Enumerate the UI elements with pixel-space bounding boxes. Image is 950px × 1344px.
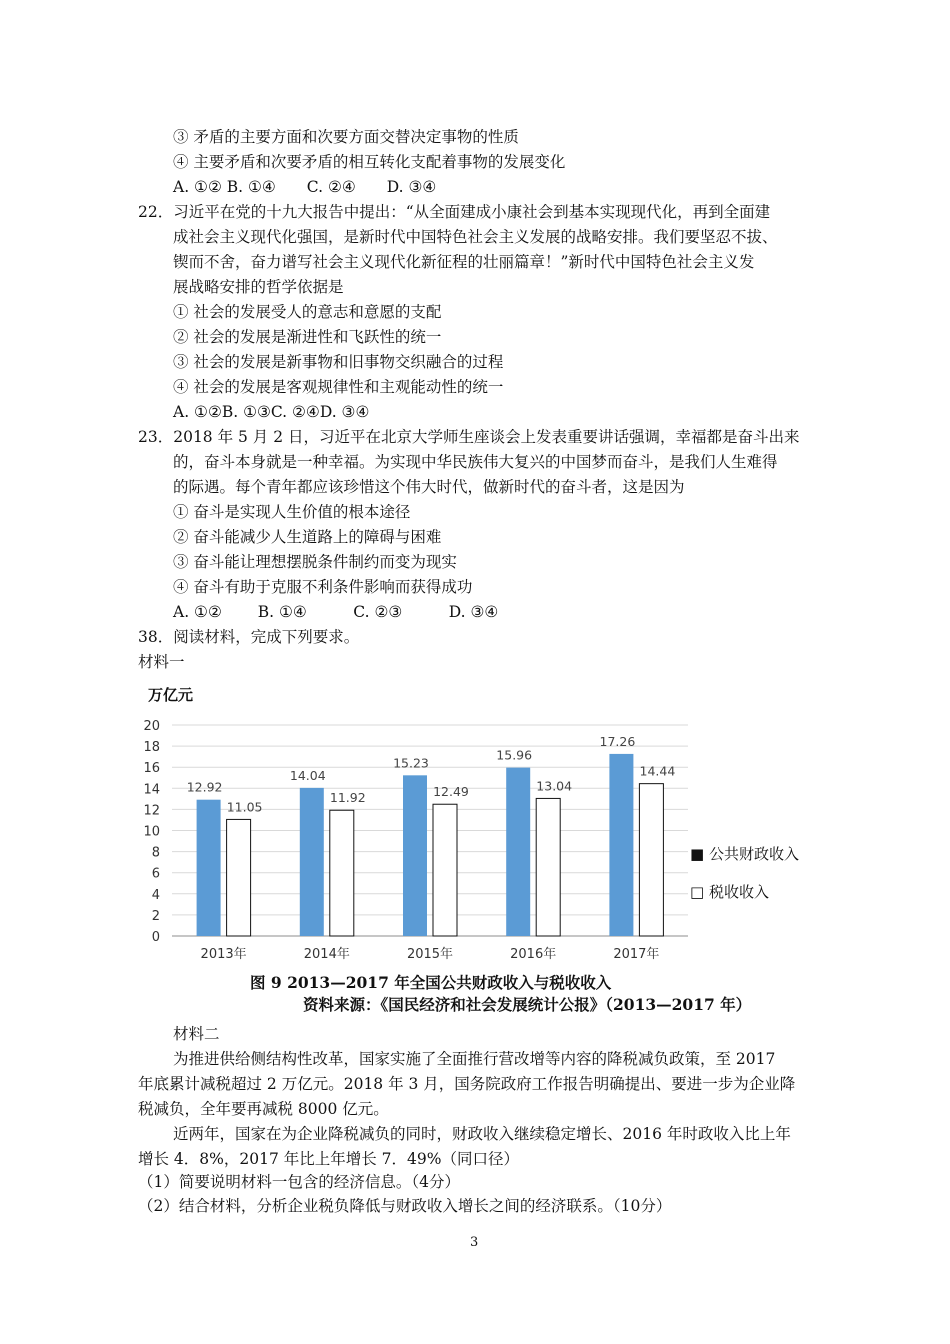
material-2-p2-line-1: 近两年，国家在为企业降税减负的同时，财政收入继续稳定增长、2016 年时政收入比上年: [173, 1125, 791, 1143]
q22-option-4: ④ 社会的发展是客观规律性和主观能动性的统一: [173, 378, 504, 396]
bar-tax-revenue-1: [330, 810, 354, 936]
chart-source: 资料来源：《国民经济和社会发展统计公报》（2013—2017 年）: [303, 995, 752, 1014]
bar-public-revenue-2: [403, 775, 427, 936]
q23-option-4: ④ 奋斗有助于克服不利条件影响而获得成功: [173, 578, 473, 596]
y-tick-label: 12: [143, 803, 160, 819]
bar-value-label: 11.92: [329, 790, 366, 806]
q22-stem-line-1: 22．习近平在党的十九大报告中提出：“从全面建成小康社会到基本实现现代化，再到全面建: [138, 203, 771, 221]
bar-value-label: 14.04: [289, 767, 326, 783]
q22-stem-line-3: 锲而不舍，奋力谱写社会主义现代化新征程的壮丽篇章！”新时代中国特色社会主义发: [173, 253, 755, 271]
y-tick-label: 0: [151, 930, 160, 945]
y-tick-label: 20: [143, 719, 160, 734]
bar-public-revenue-0: [197, 800, 221, 936]
chart-caption: 图 9 2013—2017 年全国公共财政收入与税收收入: [250, 973, 612, 992]
q23-option-3: ③ 奋斗能让理想摆脱条件制约而变为现实: [173, 553, 457, 571]
bar-tax-revenue-2: [433, 804, 457, 936]
y-tick-label: 18: [143, 740, 160, 756]
bar-value-label: 15.96: [496, 747, 533, 763]
bar-value-label: 11.05: [226, 799, 263, 815]
q21-option-4: ④ 主要矛盾和次要矛盾的相互转化支配着事物的发展变化: [173, 153, 566, 171]
bar-public-revenue-1: [300, 788, 324, 936]
bar-value-label: 17.26: [599, 733, 636, 749]
q23-stem-line-1: 23．2018 年 5 月 2 日，习近平在北京大学师生座谈会上发表重要讲话强调，幸福都是奋斗出来: [138, 428, 800, 446]
q22-stem-line-2: 成社会主义现代化强国，是新时代中国特色社会主义发展的战略安排。我们要坚忍不拔、: [173, 228, 778, 246]
bar-public-revenue-3: [506, 768, 530, 936]
bar-value-label: 15.23: [393, 755, 429, 771]
requirement-1: （1）简要说明材料一包含的经济信息。（4分）: [138, 1173, 460, 1191]
bar-value-label: 14.44: [639, 763, 676, 779]
bar-public-revenue-4: [609, 754, 633, 936]
legend-tax-revenue: □ 税收收入: [690, 883, 769, 901]
q22-stem-line-4: 展战略安排的哲学依据是: [173, 278, 344, 296]
material-2-p1-line-2: 年底累计减税超过 2 万亿元。2018 年 3 月，国务院政府工作报告明确提出、要进一步为企业降: [138, 1075, 796, 1093]
page-number: 3: [470, 1235, 479, 1250]
q21-option-3: ③ 矛盾的主要方面和次要方面交替决定事物的性质: [173, 128, 519, 146]
x-tick-label: 2017年: [613, 947, 660, 962]
q21-answers: A. ①② B. ①④ C. ②④ D. ③④: [173, 178, 437, 196]
y-tick-label: 6: [151, 866, 160, 882]
x-tick-label: 2016年: [510, 947, 557, 962]
material-2-p1-line-3: 税减负，全年要再减税 8000 亿元。: [138, 1100, 389, 1118]
q22-answers: A. ①②B. ①③C. ②④D. ③④: [173, 403, 370, 421]
q22-option-3: ③ 社会的发展是新事物和旧事物交织融合的过程: [173, 353, 504, 371]
y-tick-label: 2: [151, 908, 160, 924]
q23-stem-line-3: 的际遇。每个青年都应该珍惜这个伟大时代，做新时代的奋斗者，这是因为: [173, 478, 685, 496]
bar-value-label: 13.04: [536, 778, 573, 794]
y-tick-label: 16: [143, 761, 160, 777]
material-2-p1-line-1: 为推进供给侧结构性改革，国家实施了全面推行营改增等内容的降税减负政策，至 2017: [173, 1050, 776, 1068]
material-1-label: 材料一: [138, 653, 185, 671]
q22-option-2: ② 社会的发展是渐进性和飞跃性的统一: [173, 328, 442, 346]
revenue-bar-chart: [130, 680, 820, 970]
q23-option-1: ① 奋斗是实现人生价值的根本途径: [173, 503, 411, 521]
y-tick-label: 14: [143, 782, 160, 798]
x-tick-label: 2013年: [200, 947, 247, 962]
y-tick-label: 4: [151, 887, 160, 903]
x-tick-label: 2015年: [406, 947, 454, 962]
q23-answers: A. ①② B. ①④ C. ②③ D. ③④: [173, 603, 499, 621]
bar-tax-revenue-3: [536, 798, 560, 936]
x-tick-label: 2014年: [303, 947, 350, 962]
bar-value-label: 12.92: [186, 779, 223, 795]
q23-stem-line-2: 的，奋斗本身就是一种幸福。为实现中华民族伟大复兴的中国梦而奋斗，是我们人生难得: [173, 453, 778, 471]
q23-option-2: ② 奋斗能减少人生道路上的障碍与困难: [173, 528, 442, 546]
q22-option-1: ① 社会的发展受人的意志和意愿的支配: [173, 303, 442, 321]
bar-tax-revenue-0: [227, 819, 251, 936]
bar-value-label: 12.49: [433, 784, 469, 800]
legend-public-revenue: ■ 公共财政收入: [690, 845, 799, 863]
q38-stem: 38．阅读材料，完成下列要求。: [138, 628, 360, 646]
chart-bars: [197, 754, 664, 936]
chart-y-axis-unit: 万亿元: [148, 686, 194, 704]
y-tick-label: 10: [143, 824, 160, 840]
bar-tax-revenue-4: [639, 784, 663, 936]
material-2-p2-line-2: 增长 4．8%，2017 年比上年增长 7．49%（同口径）: [138, 1150, 519, 1168]
requirement-2: （2）结合材料，分析企业税负降低与财政收入增长之间的经济联系。（10分）: [138, 1197, 672, 1215]
y-tick-label: 8: [151, 845, 160, 861]
material-2-label: 材料二: [173, 1025, 220, 1043]
